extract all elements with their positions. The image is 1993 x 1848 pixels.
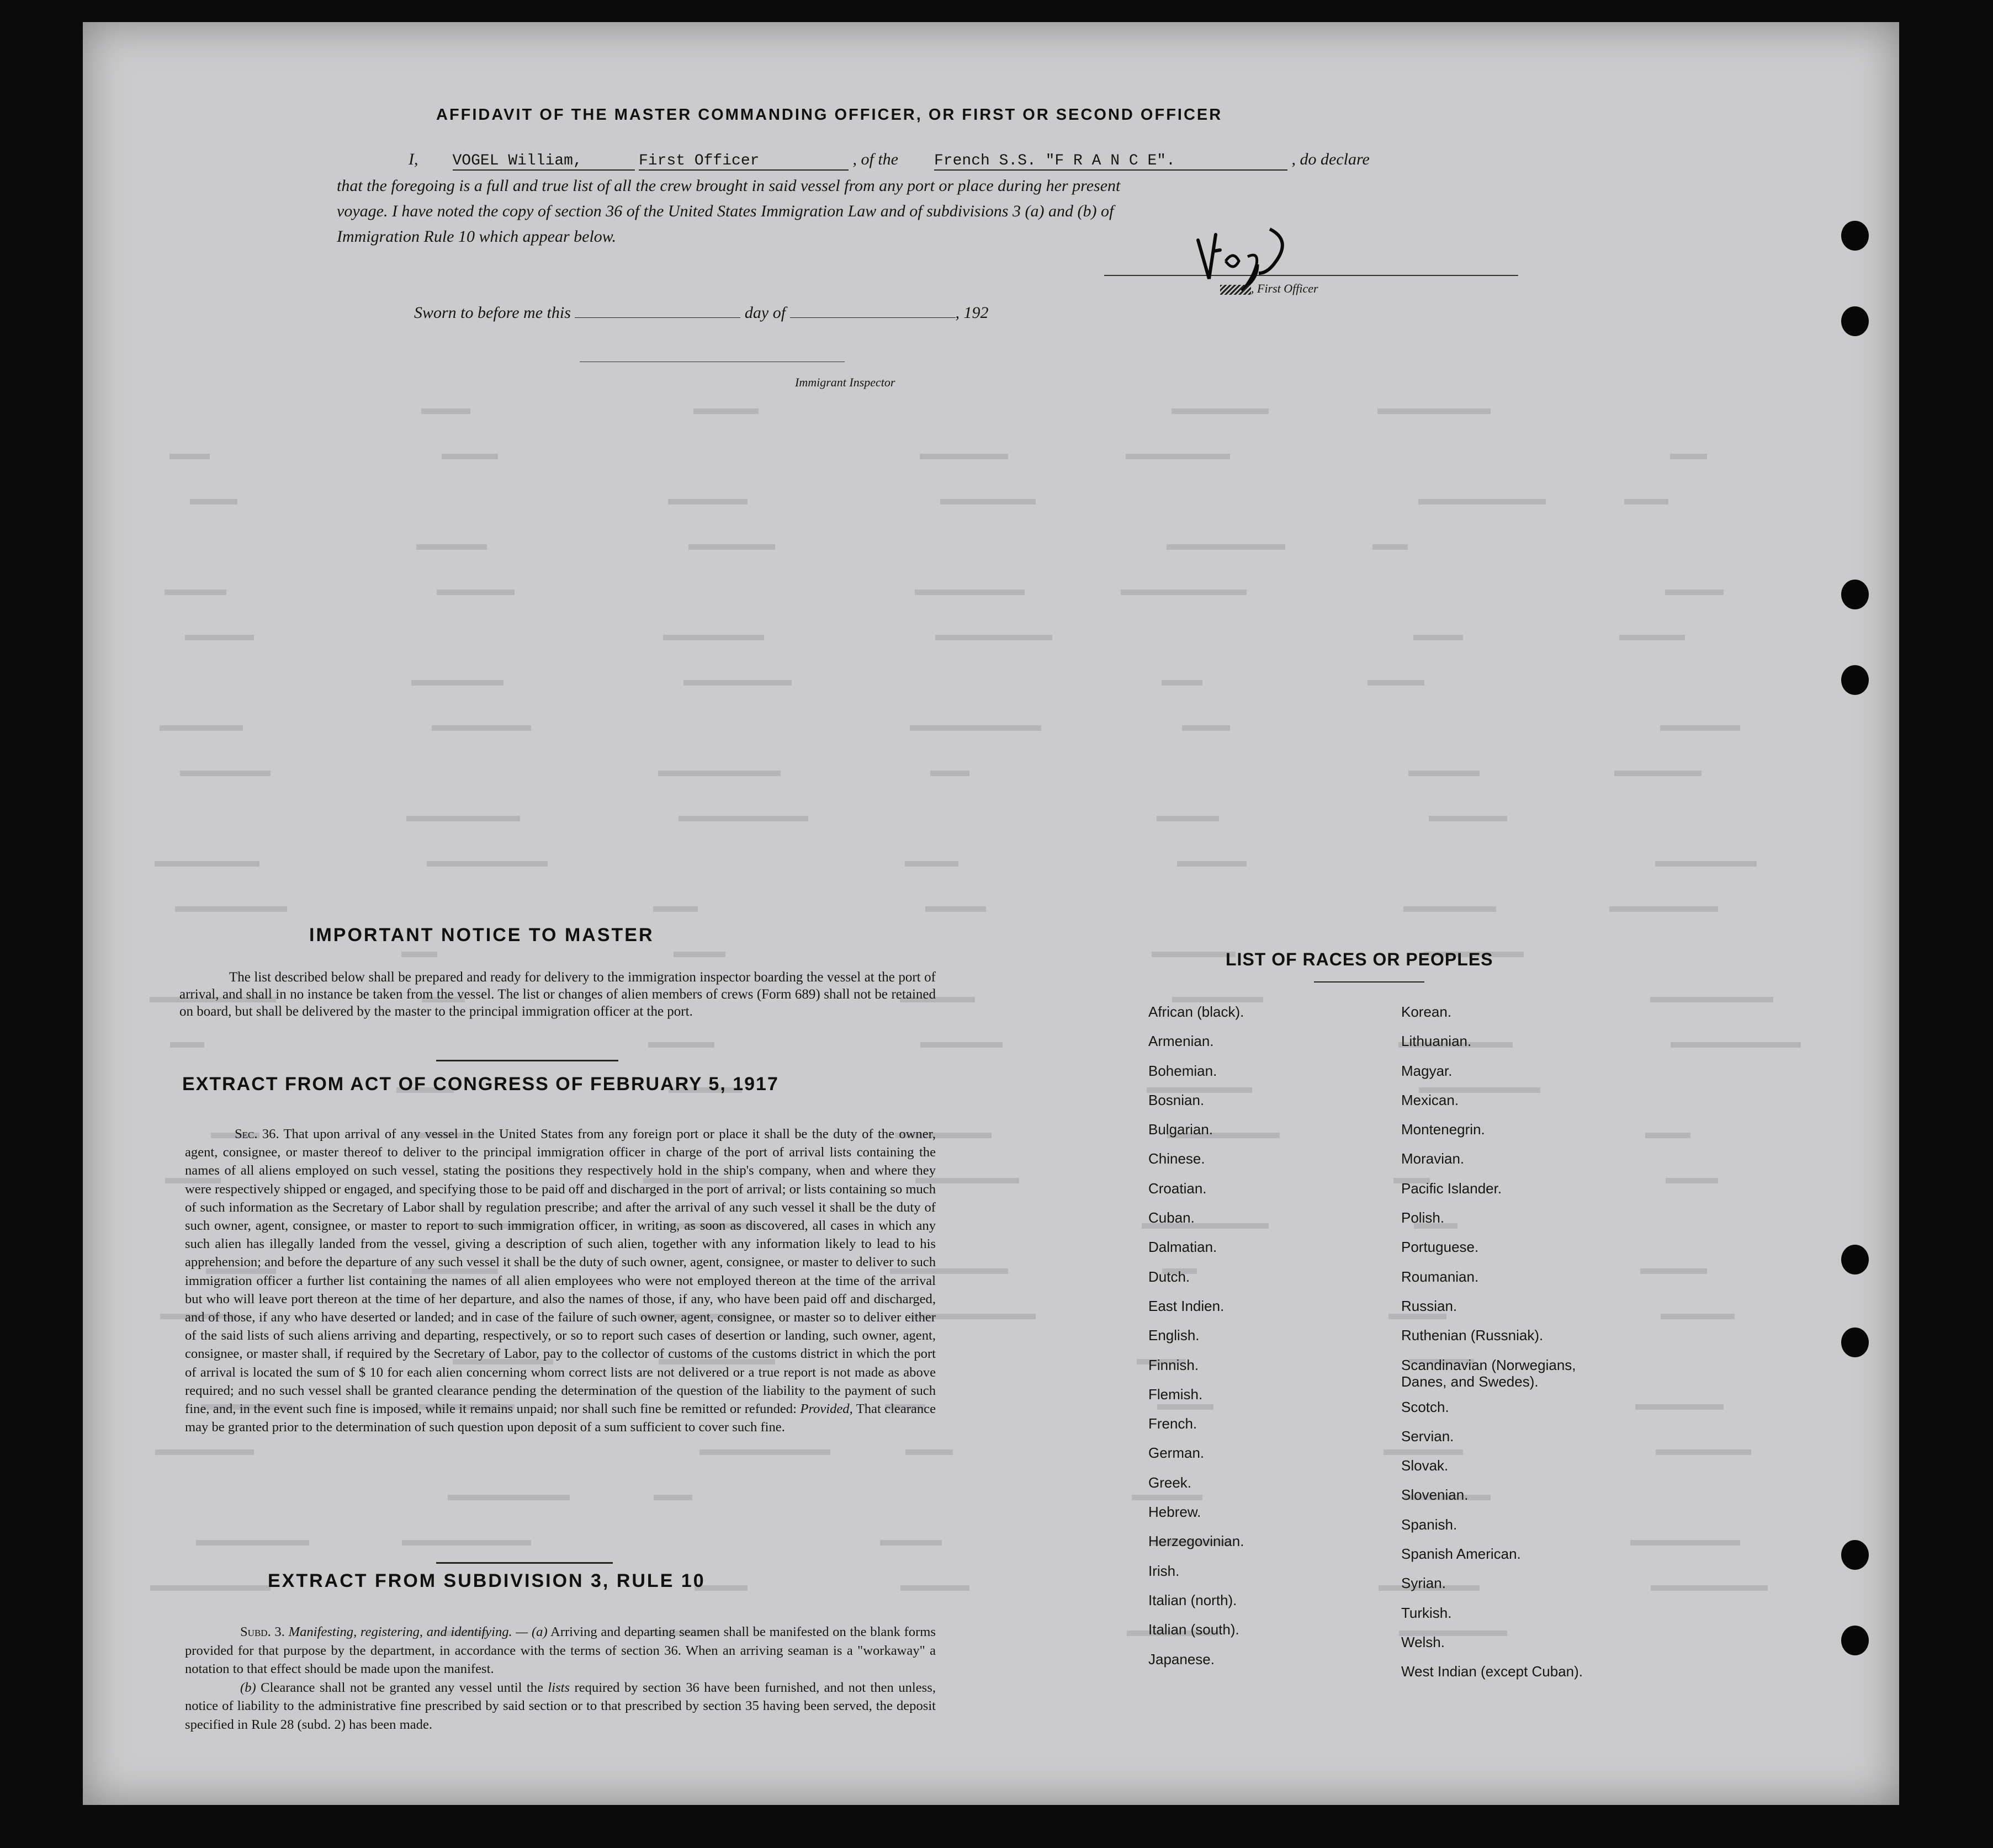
- bleed-mark: [1372, 544, 1408, 550]
- punch-hole: [1841, 580, 1869, 609]
- bleed-mark: [1660, 725, 1740, 731]
- race-item: African (black).: [1148, 1003, 1244, 1020]
- race-item: Magyar.: [1401, 1062, 1453, 1079]
- race-item: Bohemian.: [1148, 1062, 1217, 1079]
- race-item: Pacific Islander.: [1401, 1180, 1502, 1197]
- bleed-mark: [1609, 906, 1718, 912]
- race-item: English.: [1148, 1327, 1200, 1344]
- race-item: Cuban.: [1148, 1209, 1195, 1226]
- races-left-column: [1148, 1003, 1358, 1680]
- bleed-mark: [427, 861, 548, 867]
- sworn-text: Sworn to before me this: [414, 304, 571, 322]
- bleed-mark: [1172, 408, 1269, 414]
- struck-master: [1220, 285, 1251, 295]
- race-item: Scotch.: [1401, 1398, 1449, 1415]
- bleed-mark: [1619, 635, 1685, 640]
- act-section-text: That upon arrival of any vessel in the United States from any foreign port or place it shall be the duty of the owner, agent, consignee, or master thereof to deliver to the principal immigration officer in charge of the port of arrival lists containing the names of all aliens employed on such vessel, stating the positions they respectively hold in the ship's company, when and where they were respectively shipped or engaged, and specifying those to be paid off and discharged in the port of arrival; or lists containing so much of such information as the Secretary of Labor shall by regulation prescribe; and after the arrival of any such vessel it shall be the duty of such owner, agent, consignee, or master to report to such immigration officer, in writing, as soon as discovered, all cases in which any such alien has illegally landed from the vessel, giving a description of such alien, together with any information likely to lead to his apprehension; and before the departure of any such vessel it shall be the duty of such owner, agent, consignee, or master to deliver to such immigration officer a further list containing the names of all alien employees who were not employed thereon at the time of the arrival but who will leave port thereon at the time of her departure, and also the names of those, if any, who have been paid off and discharged, and of those, if any who have deserted or landed; and in case of the failure of such owner, agent, consignee, or master so to deliver either of the said lists of such aliens arriving and departing, respectively, or so to report such cases of desertion or landing, such owner, agent, consignee, or master shall, if required by the Secretary of Labor, pay to the collector of customs of the customs district in which the port of arrival is located the sum of $ 10 for each alien concerning whom correct lists are not delivered or a true report is not made as above required; and no such vessel shall be granted clearance pending the determination of the question of the liability to the payment of such fine, and, in the event such fine is imposed, while it remains unpaid; nor shall such fine be remitted or refunded:: [185, 1127, 936, 1417]
- bleed-mark: [170, 1042, 204, 1048]
- rule-a-label: — (a): [516, 1624, 548, 1639]
- bleed-mark: [905, 1449, 953, 1455]
- notice-text: The list described below shall be prepared and ready for delivery to the immigration inspector boarding the vessel at the port of arrival, and shall in no instance be taken from the vessel. The list or changes of alien members of crews (Form 689) shall not be retained on board, but shall be delivered by the master to the principal immigration officer at the port.: [179, 970, 936, 1019]
- bleed-mark: [1665, 590, 1724, 595]
- bleed-mark: [648, 1042, 714, 1048]
- bleed-mark: [1418, 499, 1546, 505]
- bleed-mark: [925, 906, 986, 912]
- rule-b-text-1: Clearance shall not be granted any vessel until the: [261, 1680, 543, 1695]
- affidavit-line-3: voyage. I have noted the copy of section 36 of the United States Immigration Law and of subdivisions 3 (a) and (b) of: [337, 202, 1114, 220]
- bleed-mark: [1177, 861, 1247, 867]
- notice-heading: IMPORTANT NOTICE TO MASTER: [309, 925, 654, 946]
- year-text: , 192: [955, 304, 989, 322]
- race-item: Hebrew.: [1148, 1504, 1201, 1521]
- bleed-mark: [1670, 454, 1707, 459]
- rule-b-label: (b): [240, 1680, 256, 1695]
- bleed-mark: [155, 1449, 254, 1455]
- officer-name: VOGEL William,: [453, 152, 635, 171]
- bleed-mark: [1167, 544, 1285, 550]
- race-item: Lithuanian.: [1401, 1033, 1472, 1050]
- bleed-mark: [150, 1585, 271, 1591]
- officer-caption: [1220, 282, 1318, 296]
- inspector-caption: Immigrant Inspector: [795, 375, 895, 389]
- bleed-mark: [915, 590, 1025, 595]
- bleed-mark: [1655, 861, 1757, 867]
- bleed-mark: [160, 725, 243, 731]
- bleed-mark: [658, 771, 781, 776]
- race-item: Portuguese.: [1401, 1239, 1479, 1256]
- bleed-mark: [1172, 997, 1263, 1002]
- rule-b-text-2: required by section 36 have been furnished, and not then unless, notice of liability to the administrative fine prescribed by said section or to that prescribed by section 35 having been served, the deposit specified in Rule 28 (subd. 2) has been made.: [185, 1680, 936, 1732]
- race-item: Armenian.: [1148, 1033, 1214, 1050]
- bleed-mark: [155, 861, 259, 867]
- bleed-mark: [1413, 635, 1463, 640]
- bleed-mark: [1126, 454, 1230, 459]
- races-right-column: [1401, 1003, 1710, 1693]
- act-heading: EXTRACT FROM ACT OF CONGRESS OF FEBRUARY 5, 1917: [182, 1074, 779, 1095]
- rule-subd-label: Subd. 3.: [240, 1624, 285, 1639]
- race-item: Irish.: [1148, 1562, 1180, 1579]
- officer-rank: First Officer: [639, 152, 849, 171]
- bleed-mark: [1157, 816, 1219, 821]
- race-item: Dutch.: [1148, 1268, 1190, 1285]
- act-provided-label: Provided,: [800, 1401, 853, 1417]
- bleed-mark: [169, 454, 210, 459]
- bleed-mark: [693, 408, 759, 414]
- race-item: Slovak.: [1401, 1457, 1449, 1474]
- race-item: Scandinavian (Norwegians, Danes, and Swedes).: [1401, 1356, 1576, 1390]
- notice-rule: [436, 1060, 618, 1061]
- race-item: Finnish.: [1148, 1356, 1199, 1373]
- bleed-mark: [421, 408, 470, 414]
- rule-a-text: Arriving and departing seamen shall be manifested on the blank forms provided for that purpose by the department, in accordance with the terms of section 36. When an arriving seaman is a "workaway" a notation to that effect should be made upon the manifest.: [185, 1624, 936, 1676]
- bleed-mark: [900, 1585, 969, 1591]
- race-item: Chinese.: [1148, 1150, 1205, 1167]
- bleed-mark: [180, 771, 271, 776]
- bleed-mark: [196, 1540, 309, 1546]
- affidavit-i: I,: [409, 150, 418, 168]
- punch-hole: [1841, 1245, 1869, 1275]
- sworn-day-blank: [575, 304, 740, 318]
- affidavit-heading: AFFIDAVIT OF THE MASTER COMMANDING OFFICER, OR FIRST OR SECOND OFFICER: [436, 106, 1223, 124]
- race-item: Herzegovinian.: [1148, 1533, 1244, 1550]
- bleed-mark: [190, 499, 237, 505]
- bleed-mark: [920, 1042, 1003, 1048]
- bleed-mark: [930, 771, 969, 776]
- race-item: Slovenian.: [1401, 1486, 1469, 1504]
- act-rule: [436, 1562, 613, 1564]
- bleed-mark: [1429, 816, 1507, 821]
- act-provided-text: That clearance may be granted prior to the determination of such question upon deposit of a sum sufficient to cover such fine.: [185, 1401, 936, 1435]
- punch-hole: [1841, 306, 1869, 336]
- race-item: East Indien.: [1148, 1297, 1225, 1314]
- races-heading: LIST OF RACES OR PEOPLES: [1226, 949, 1493, 969]
- punch-hole: [1841, 221, 1869, 251]
- bleed-mark: [185, 635, 254, 640]
- race-item: Turkish.: [1401, 1604, 1452, 1621]
- bleed-mark: [1121, 590, 1247, 595]
- punch-hole: [1841, 665, 1869, 695]
- bleed-mark: [1377, 408, 1491, 414]
- race-item: Moravian.: [1401, 1150, 1465, 1167]
- officer-caption-text: , First Officer: [1251, 282, 1318, 295]
- affidavit-line-4: Immigration Rule 10 which appear below.: [337, 227, 617, 246]
- bleed-mark: [1624, 499, 1668, 505]
- vessel-name: French S.S. "F R A N C E".: [934, 152, 1287, 171]
- race-item: Mexican.: [1401, 1091, 1459, 1108]
- punch-hole: [1841, 1626, 1869, 1655]
- race-item: Montenegrin.: [1401, 1121, 1485, 1138]
- bleed-mark: [416, 544, 487, 550]
- race-item: Syrian.: [1401, 1575, 1446, 1592]
- race-item: Russian.: [1401, 1297, 1457, 1314]
- punch-hole: [1841, 1540, 1869, 1570]
- bleed-mark: [1408, 771, 1480, 776]
- bleed-mark: [905, 861, 958, 867]
- bleed-mark: [1650, 997, 1773, 1002]
- sworn-line: [414, 304, 989, 322]
- bleed-mark: [402, 1540, 531, 1546]
- bleed-mark: [940, 499, 1036, 505]
- act-section-label: Sec. 36.: [235, 1127, 279, 1141]
- race-item: Croatian.: [1148, 1180, 1207, 1197]
- bleed-mark: [1614, 771, 1702, 776]
- race-item: Servian.: [1401, 1427, 1454, 1445]
- rule-heading: EXTRACT FROM SUBDIVISION 3, RULE 10: [268, 1570, 706, 1591]
- races-rule: [1314, 981, 1424, 983]
- race-item: Spanish American.: [1401, 1546, 1521, 1563]
- bleed-mark: [880, 1540, 942, 1546]
- rule-subd-title: Manifesting, registering, and identifying.: [288, 1624, 512, 1639]
- bleed-mark: [432, 725, 531, 731]
- race-item: Bosnian.: [1148, 1091, 1205, 1108]
- bleed-mark: [653, 906, 698, 912]
- bleed-mark: [442, 454, 498, 459]
- bleed-mark: [654, 1495, 692, 1500]
- race-item: Roumanian.: [1401, 1268, 1479, 1285]
- bleed-mark: [401, 952, 437, 957]
- affidavit-of-the: , of the: [852, 150, 898, 168]
- race-item: West Indian (except Cuban).: [1401, 1663, 1583, 1680]
- race-item: Italian (south).: [1148, 1621, 1239, 1638]
- race-item: Korean.: [1401, 1003, 1452, 1020]
- bleed-mark: [1152, 952, 1236, 957]
- race-item: French.: [1148, 1415, 1197, 1432]
- race-item: Italian (north).: [1148, 1591, 1237, 1608]
- bleed-mark: [448, 1495, 570, 1500]
- bleed-mark: [1403, 906, 1496, 912]
- bleed-mark: [406, 816, 520, 821]
- race-item: Polish.: [1401, 1209, 1445, 1226]
- bleed-mark: [935, 635, 1052, 640]
- bleed-mark: [1162, 680, 1202, 686]
- bleed-mark: [175, 906, 287, 912]
- bleed-mark: [683, 680, 792, 686]
- bleed-mark: [679, 816, 808, 821]
- race-item: Welsh.: [1401, 1633, 1445, 1650]
- bleed-mark: [663, 635, 764, 640]
- bleed-mark: [920, 454, 1008, 459]
- race-item: Spanish.: [1401, 1516, 1457, 1533]
- punch-hole: [1841, 1327, 1869, 1357]
- race-item: Ruthenian (Russniak).: [1401, 1327, 1544, 1344]
- race-item: Dalmatian.: [1148, 1239, 1217, 1256]
- bleed-mark: [1367, 680, 1424, 686]
- bleed-mark: [674, 952, 725, 957]
- race-item: Flemish.: [1148, 1385, 1203, 1403]
- affidavit-do-declare: , do declare: [1291, 150, 1370, 168]
- sworn-month-blank: [790, 304, 956, 318]
- bleed-mark: [1182, 725, 1230, 731]
- rule-b-lists: lists: [548, 1680, 570, 1695]
- race-item: Bulgarian.: [1148, 1121, 1213, 1138]
- bleed-mark: [910, 725, 1041, 731]
- bleed-mark: [668, 499, 748, 505]
- document-page: [83, 22, 1899, 1805]
- affidavit-line-1: [337, 150, 1518, 171]
- bleed-mark: [699, 1449, 830, 1455]
- race-item: German.: [1148, 1445, 1205, 1462]
- race-item: Japanese.: [1148, 1650, 1215, 1668]
- day-of-text: day of: [744, 304, 786, 322]
- rule-text: [185, 1623, 936, 1734]
- bleed-mark: [411, 680, 503, 686]
- bleed-mark: [165, 590, 226, 595]
- act-text: [185, 1125, 936, 1436]
- bleed-mark: [437, 590, 515, 595]
- race-item: Greek.: [1148, 1474, 1192, 1491]
- bleed-mark: [688, 544, 775, 550]
- affidavit-line-2: that the foregoing is a full and true list of all the crew brought in said vessel from any port or place during her present: [337, 177, 1121, 195]
